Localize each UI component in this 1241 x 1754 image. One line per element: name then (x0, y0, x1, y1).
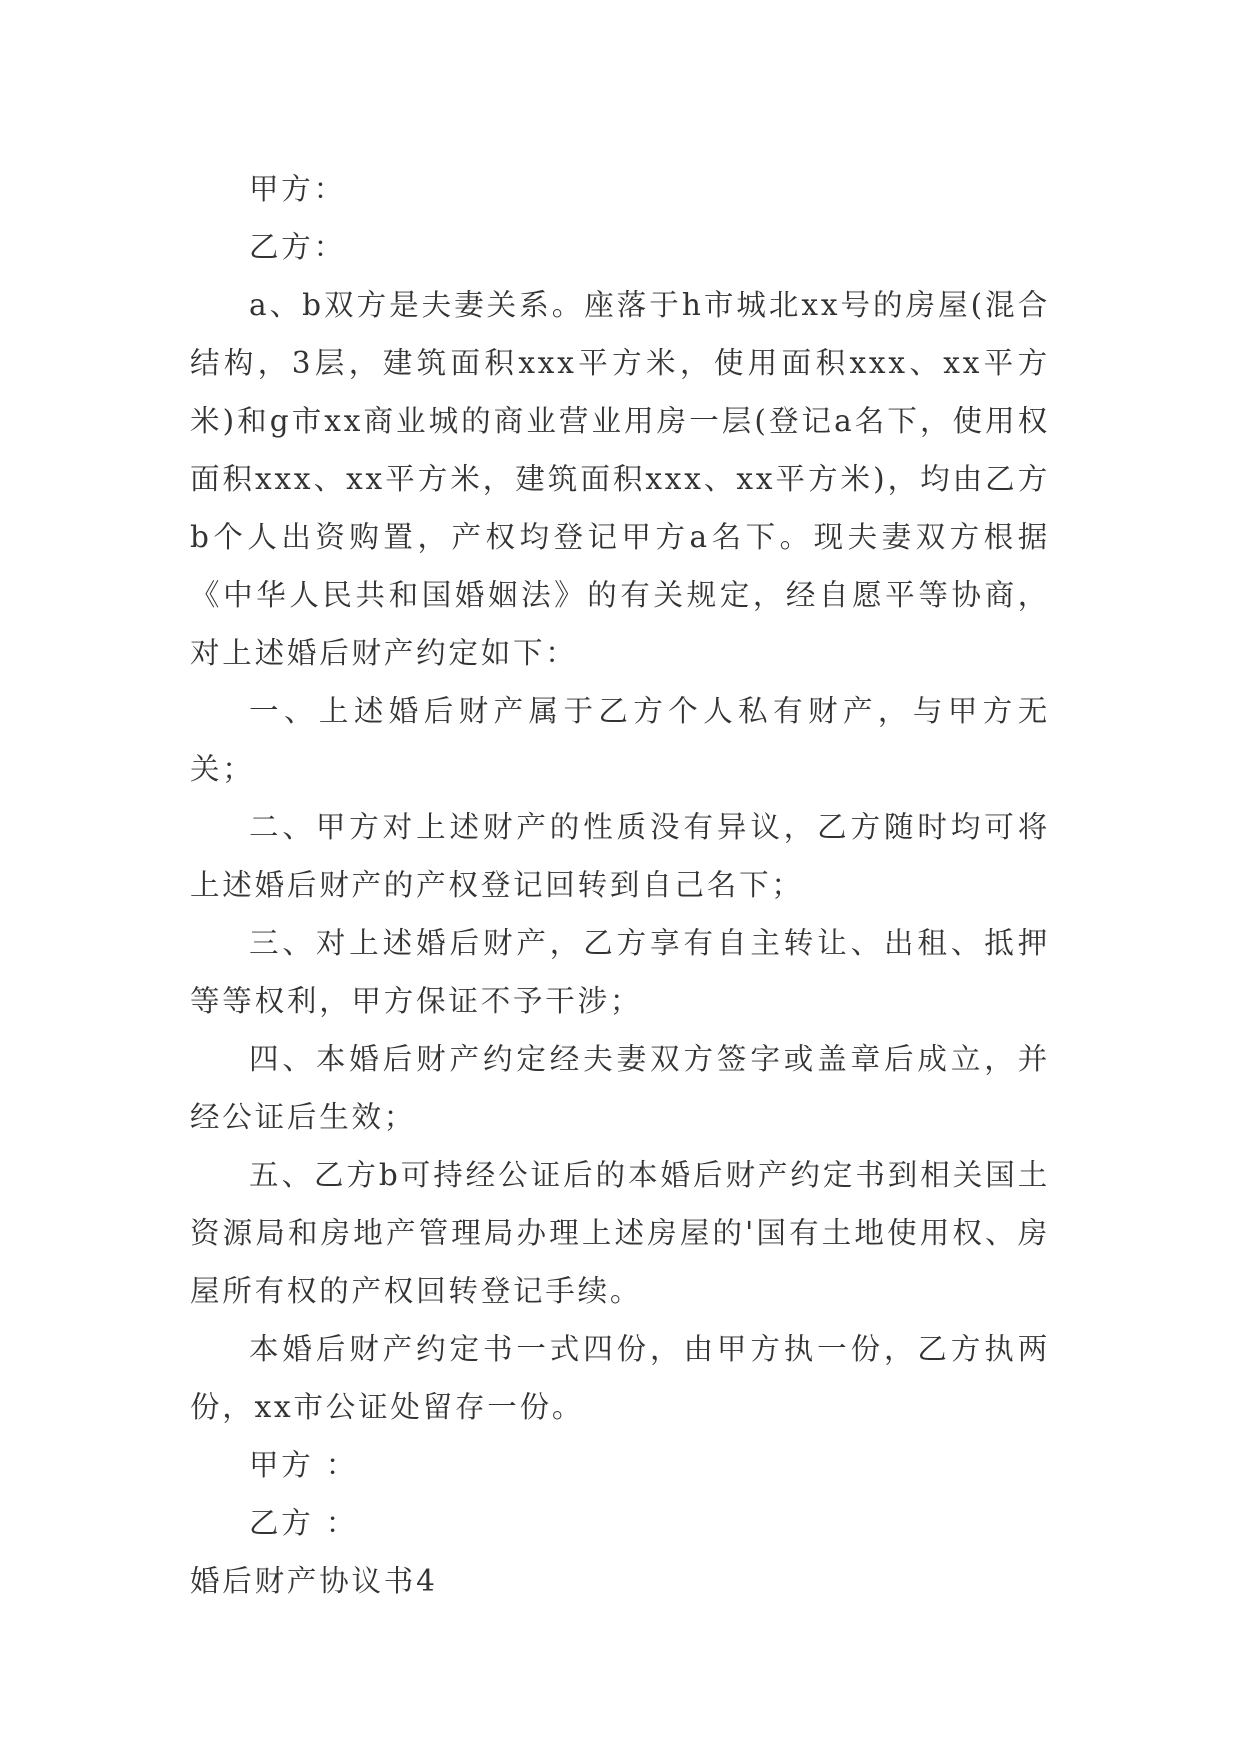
document-body (190, 160, 1050, 1610)
clause-1: 一、上述婚后财产属于乙方个人私有财产，与甲方无关； (190, 694, 1050, 786)
clause-3: 三、对上述婚后财产，乙方享有自主转让、出租、抵押等等权利，甲方保证不予干涉； (190, 926, 1050, 1018)
clause-2: 二、甲方对上述财产的性质没有异议，乙方随时均可将上述婚后财产的产权登记回转到自己名下； (190, 810, 1050, 902)
signature-party-b: 乙方 ： (249, 1506, 359, 1540)
next-section-heading: 婚后财产协议书4 (190, 1564, 438, 1598)
signature-party-a: 甲方 ： (249, 1448, 359, 1482)
party-b-label: 乙方： (249, 230, 346, 264)
clause-5: 五、乙方b可持经公证后的本婚后财产约定书到相关国土资源局和房地产管理局办理上述房屋的'国有土地使用权、房屋所有权的产权回转登记手续。 (190, 1158, 1050, 1308)
clause-4: 四、本婚后财产约定经夫妻双方签字或盖章后成立，并经公证后生效； (190, 1042, 1050, 1134)
party-a-label: 甲方： (249, 172, 346, 206)
preamble-paragraph: a、b双方是夫妻关系。座落于h市城北xx号的房屋(混合结构，3层，建筑面积xxx平方米，使用面积xxx、xx平方米)和g市xx商业城的商业营业用房一层(登记a名下，使用权面积xxx、xx平方米，建筑面积xxx、xx平方米)，均由乙方b个人出资购置，产权均登记甲方a名下。现夫妻双方根据《中华人民共和国婚姻法》的有关规定，经自愿平等协商，对上述婚后财产约定如下： (190, 288, 1050, 670)
copies-paragraph: 本婚后财产约定书一式四份，由甲方执一份，乙方执两份，xx市公证处留存一份。 (190, 1332, 1050, 1424)
